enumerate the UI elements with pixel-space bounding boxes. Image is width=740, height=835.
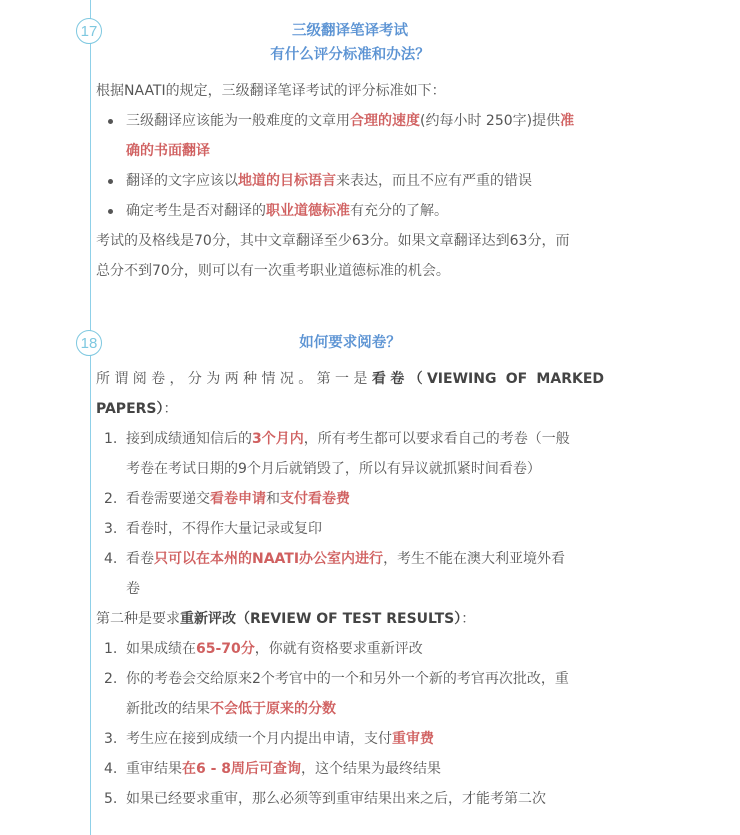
list-number: 4. [104,551,118,567]
section-title: 三级翻译笔译考试 [292,23,408,39]
list-number: 2. [104,671,118,687]
list-item: 翻译的文字应该以地道的目标语言来表达，而且不应有严重的错误 [126,173,532,189]
list-item: 如果已经要求重审，那么必须等到重审结果出来之后，才能考第二次 [126,791,546,807]
list-number: 3. [104,731,118,747]
list-item: 接到成绩通知信后的3个月内，所有考生都可以要求看自己的考卷（一般 [126,431,570,447]
list-item: 你的考卷会交给原来2个考官中的一个和另外一个新的考官再次批改，重 [126,671,569,687]
list-number: 2. [104,491,118,507]
paragraph-line: 总分不到70分，则可以有一次重考职业道德标准的机会。 [96,263,450,279]
bullet-dot [108,179,113,184]
timeline-line [90,0,91,835]
list-item: 看卷只可以在本州的NAATI办公室内进行，考生不能在澳大利亚境外看 [126,551,566,567]
list-item: 如果成绩在65-70分，你就有资格要求重新评改 [126,641,423,657]
list-item-continued: 确的书面翻译 [126,143,210,159]
list-number: 1. [104,431,118,447]
paragraph-line: 考试的及格线是70分，其中文章翻译至少63分。如果文章翻译达到63分，而 [96,233,570,249]
intro-text-continued: PAPERS）： [96,401,178,417]
list-item: 重审结果在6 - 8周后可查询，这个结果为最终结果 [126,761,442,777]
list-item: 三级翻译应该能为一般难度的文章用合理的速度(约每小时 250字)提供准 [126,113,575,129]
list-item: 确定考生是否对翻译的职业道德标准有充分的了解。 [126,203,448,219]
second-type-heading: 第二种是要求重新评改（REVIEW OF TEST RESULTS）： [96,611,476,627]
bullet-dot [108,119,113,124]
list-number: 1. [104,641,118,657]
list-item: 看卷需要递交看卷申请和支付看卷费 [126,491,350,507]
section-subtitle: 有什么评分标准和办法？ [270,47,430,63]
intro-text: 所谓阅卷，分为两种情况。第一是看卷（VIEWING OF MARKED [96,371,604,387]
list-item-continued: 新批改的结果不会低于原来的分数 [126,701,336,717]
section-title: 如何要求阅卷？ [299,335,401,351]
list-number: 3. [104,521,118,537]
list-item-continued: 卷 [126,581,140,597]
bullet-dot [108,209,113,214]
section-number-badge: 18 [76,330,102,356]
intro-text: 根据NAATI的规定，三级翻译笔译考试的评分标准如下： [96,83,446,99]
list-item-continued: 考卷在考试日期的9个月后就销毁了，所以有异议就抓紧时间看卷） [126,461,541,477]
section-number-badge: 17 [76,18,102,44]
list-number: 5. [104,791,118,807]
list-item: 看卷时，不得作大量记录或复印 [126,521,322,537]
list-number: 4. [104,761,118,777]
list-item: 考生应在接到成绩一个月内提出申请，支付重审费 [126,731,434,747]
